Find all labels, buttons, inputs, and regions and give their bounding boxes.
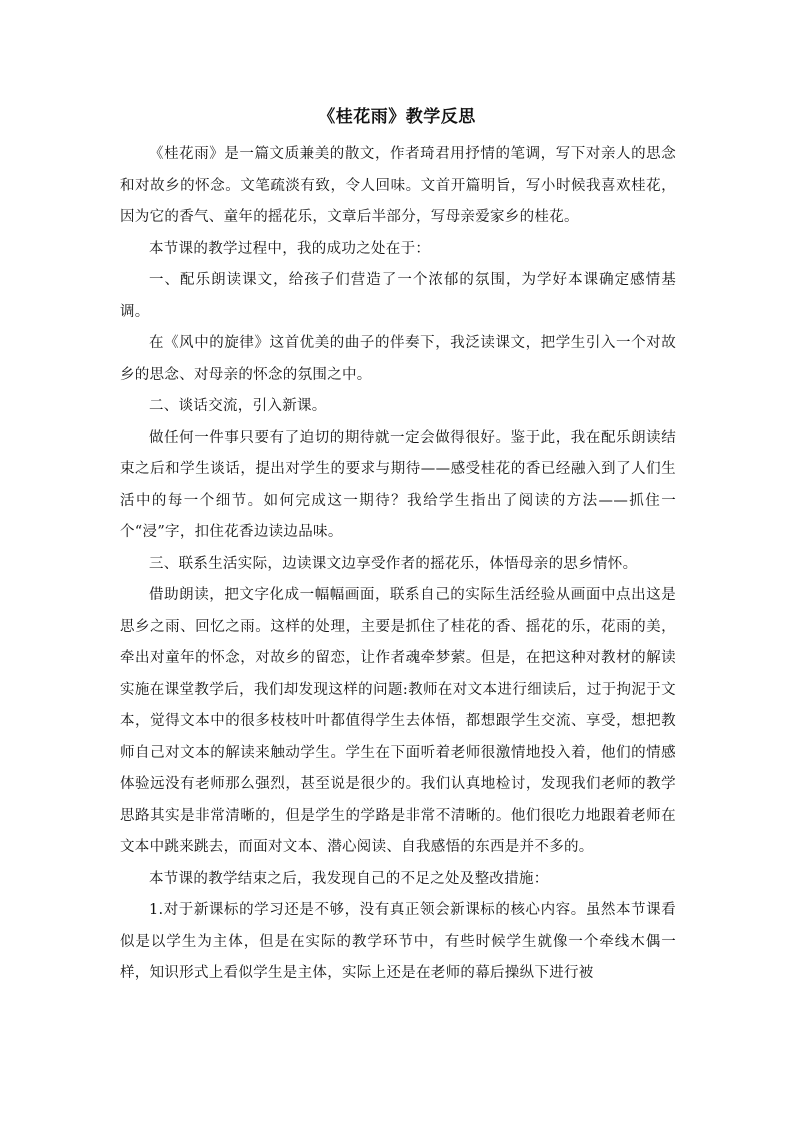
paragraph-point-one: 一、配乐朗读课文，给孩子们营造了一个浓郁的氛围，为学好本课确定感情基调。 <box>120 272 676 320</box>
paragraph-point-three: 三、联系生活实际，边读课文边享受作者的摇花乐，体悟母亲的思乡情怀。 <box>149 555 638 572</box>
paragraph-shortcomings-heading: 本节课的教学结束之后，我发现自己的不足之处及整改措施： <box>149 870 549 887</box>
document-body <box>120 139 676 990</box>
paragraph-point-one-detail: 在《风中的旋律》这首优美的曲子的伴奏下，我泛读课文，把学生引入一个对故乡的思念、对母亲的怀念的氛围之中。 <box>120 335 676 383</box>
paragraph-point-two: 二、谈话交流，引入新课。 <box>149 398 327 414</box>
paragraph-point-two-detail: 做任何一件事只要有了迫切的期待就一定会做得很好。鉴于此，我在配乐朗读结束之后和学生谈话，提出对学生的要求与期待——感受桂花的香已经融入到了人们生活中的每一个细节。如何完成这一期待？我给学生指出了阅读的方法——抓住一个“浸”字，扣住花香边读边品味。 <box>120 429 676 540</box>
document-title: 《桂花雨》教学反思 <box>318 107 476 127</box>
paragraph-point-three-detail: 借助朗读，把文字化成一幅幅画面，联系自己的实际生活经验从画面中点出这是思乡之雨、回忆之雨。这样的处理，主要是抓住了桂花的香、摇花的乐，花雨的美，牵出对童年的怀念，对故乡的留恋，让作者魂牵梦萦。但是，在把这种对教材的解读实施在课堂教学后，我们却发现这样的问题:教师在对文本进行细读后，过于拘泥于文本，觉得文本中的很多枝枝叶叶都值得学生去体悟，都想跟学生交流、享受，想把教师自己对文本的解读来触动学生。学生在下面听着老师很激情地投入着，他们的情感体验远没有老师那么强烈，甚至说是很少的。我们认真地检讨，发现我们老师的教学思路其实是非常清晰的，但是学生的学路是非常不清晰的。他们很吃力地跟着老师在文本中跳来跳去，而面对文本、潜心阅读、自我感悟的东西是并不多的。 <box>120 587 676 855</box>
paragraph-shortcoming-one: 1.对于新课标的学习还是不够，没有真正领会新课标的核心内容。虽然本节课看似是以学生为主体，但是在实际的教学环节中，有些时候学生就像一个牵线木偶一样，知识形式上看似学生是主体，实际上还是在老师的幕后操纵下进行被 <box>120 902 676 981</box>
paragraph-intro: 《桂花雨》是一篇文质兼美的散文，作者琦君用抒情的笔调，写下对亲人的思念和对故乡的怀念。文笔疏淡有致，令人回味。文首开篇明旨，写小时候我喜欢桂花，因为它的香气、童年的摇花乐，文章后半部分，写母亲爱家乡的桂花。 <box>120 146 676 225</box>
paragraph-success-heading: 本节课的教学过程中，我的成功之处在于： <box>149 240 431 257</box>
